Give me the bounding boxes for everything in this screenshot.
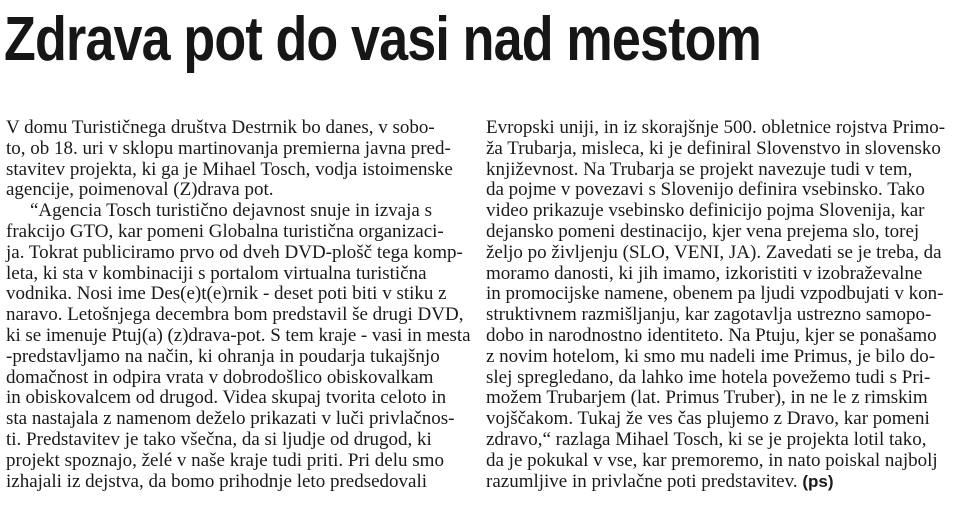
body-line: in obiskovalcem od drugod. Videa skupaj tvorita celoto in [6,387,447,409]
body-line: ki se imenuje Ptuj(a) (z)drava-pot. S tem kraje - vasi in mesta [6,324,471,346]
body-line: z novim hotelom, ki smo mu nadeli ime Primus, je bilo do- [486,345,936,367]
body-line: književnost. Na Trubarja se projekt navezuje tudi v tem, [486,158,913,180]
body-line: slej spregledano, da lahko ime hotela povežemo tudi s Pri- [486,366,931,388]
body-line: video prikazuje vsebinsko definicijo pojma Slovenija, kar [486,200,925,222]
body-line: stavitev projekta, ki ga je Mihael Tosch, vodja istoimenske [6,158,453,180]
body-line: vojščakom. Tukaj že ves čas plujemo z Dravo, kar pomeni [486,408,930,430]
body-line: leta, ki sta v kombinaciji s portalom virtualna turistična [6,262,427,284]
body-line: V domu Turističnega društva Destrnik bo danes, v sobo- [6,117,435,138]
body-line: vodnika. Nosi ime Des(e)t(e)rnik - deset poti biti v stiku z [6,283,447,305]
body-line: da pojme v povezavi s Slovenijo definira vsebinsko. Tako [486,179,925,201]
body-line: dobo in narodnostno identiteto. Na Ptuju, kjer se ponašamo [486,324,937,346]
body-line: frakcijo GTO, kar pomeni Globalna turistična organizaci- [6,220,444,242]
article-body-left-column [6,118,470,492]
author-signature: (ps) [802,471,834,491]
article-headline: Zdrava pot do vasi nad mestom [4,5,762,74]
body-line: željo po življenju (SLO, VENI, JA). Zavedati se je treba, da [486,241,942,263]
body-line: da je pokukal v vse, kar premoremo, in nato poiskal najbolj [486,449,938,471]
body-line: projekt spoznajo, želé v naše kraje tudi priti. Pri delu smo [6,449,444,471]
body-line: ti. Predstavitev je tako všečna, da si ljudje od drugod, ki [6,428,432,450]
body-line: sta nastajala z namenom deželo prikazati v luči privlačnos- [6,408,455,430]
body-line: ja. Tokrat publiciramo prvo od dveh DVD-plošč tega komp- [6,241,463,263]
body-line: izhajali iz dejstva, da bomo prihodnje leto predsedovali [6,470,428,492]
body-line: Evropski uniji, in iz skorajšnje 500. obletnice rojstva Primo- [486,117,946,138]
body-line: struktivnem razmišljanju, kar zagotavlja ustrezno samopo- [486,304,932,326]
body-line: ža Trubarja, misleca, ki je definiral Slovenstvo in slovensko [486,137,941,159]
body-line: moramo danosti, ki jih imamo, izkoristiti v izobraževalne [486,262,923,284]
body-line: zdravo,“ razlaga Mihael Tosch, ki se je projekta lotil tako, [486,428,927,450]
body-line: in promocijske namene, obenem pa ljudi vzpodbujati v kon- [486,283,944,305]
body-line-last [486,472,950,493]
body-line: možem Trubarjem (lat. Primus Truber), in ne le z rimskim [486,387,928,409]
body-line: “Agencia Tosch turistično dejavnost snuje in izvaja s [30,200,432,222]
body-line: naravo. Letošnjega decembra bom predstavil še drugi DVD, [6,304,464,326]
body-line: to, ob 18. uri v sklopu martinovanja premierna javna pred- [6,137,451,159]
article-body-right-column [486,118,950,492]
body-line: domačnost in odpira vrata v dobrodošlico obiskovalkam [6,366,434,388]
body-line: agencije, poimenoval (Z)drava pot. [6,179,274,201]
body-text: razumljive in privlačne poti predstavitev. [486,470,798,492]
body-line: -predstavljamo na način, ki ohranja in poudarja tukajšnjo [6,345,440,367]
body-line: dejansko pomeni destinacijo, kjer vena prejema slo, torej [486,220,920,242]
